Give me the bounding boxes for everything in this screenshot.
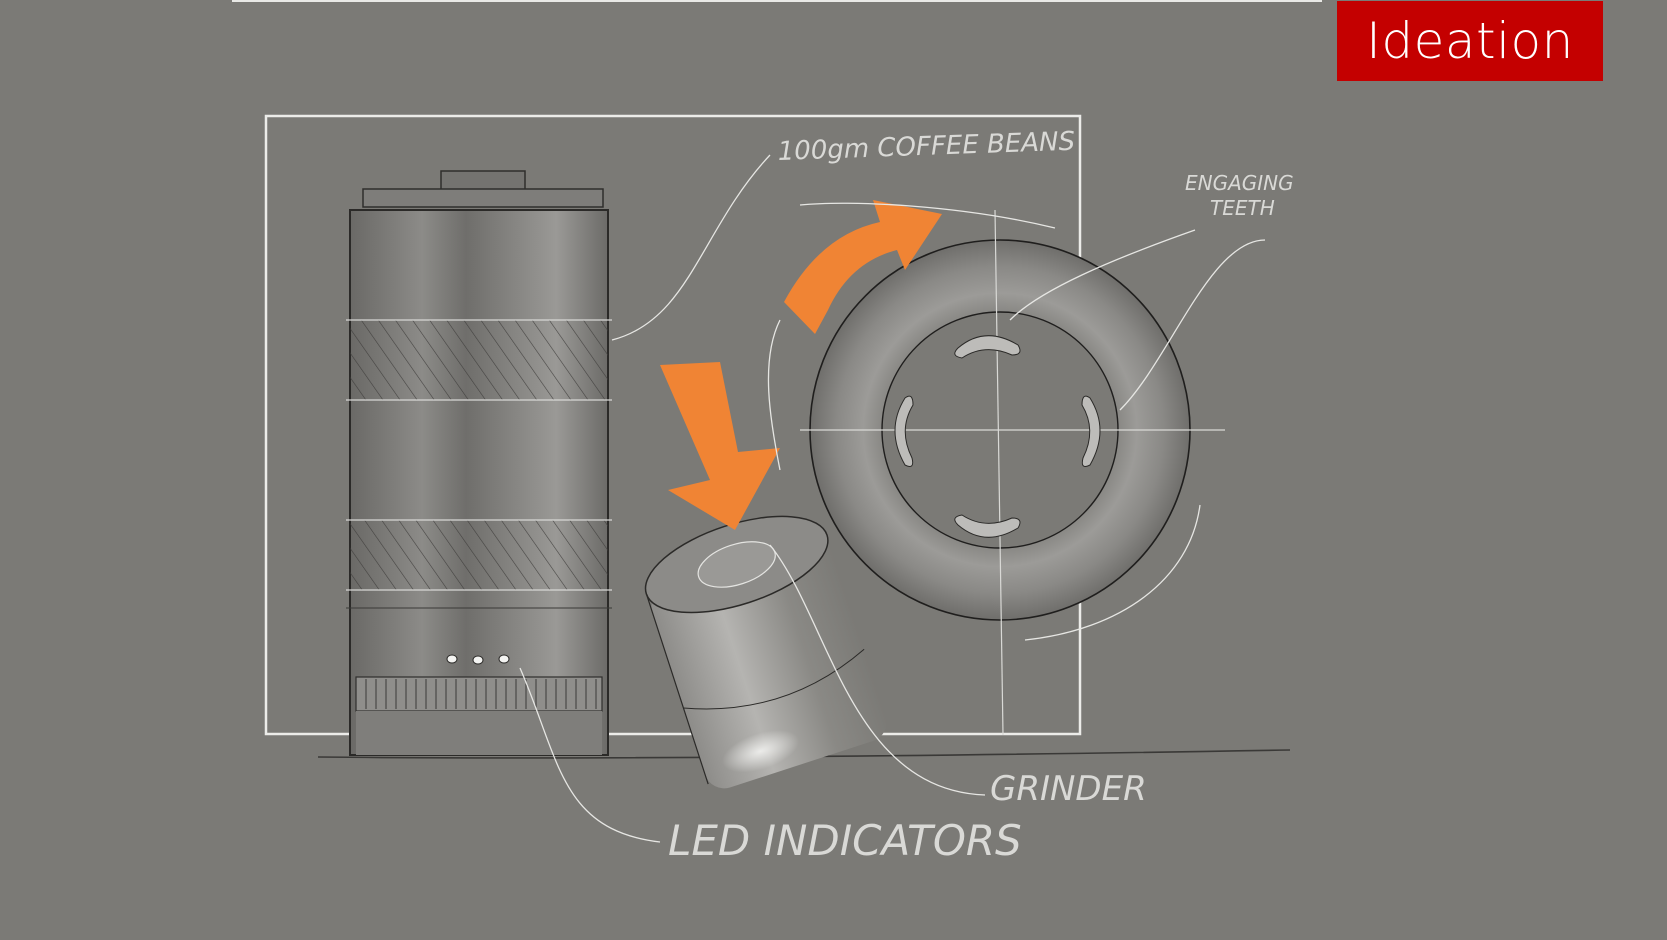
coffee-beans-label: 100gm COFFEE BEANS [777, 126, 1076, 167]
beans-leader-line [612, 155, 770, 340]
down-arrow-icon [660, 362, 780, 530]
engaging-teeth-label-2: TEETH [1210, 196, 1275, 220]
bean-container [346, 171, 612, 755]
grinder-label: GRINDER [990, 769, 1147, 809]
section-badge-label: Ideation [1366, 12, 1574, 70]
engaging-teeth-label-1: ENGAGING [1185, 171, 1294, 195]
rotation-guide-left [768, 320, 780, 470]
led-indicators-label: LED INDICATORS [668, 816, 1022, 865]
